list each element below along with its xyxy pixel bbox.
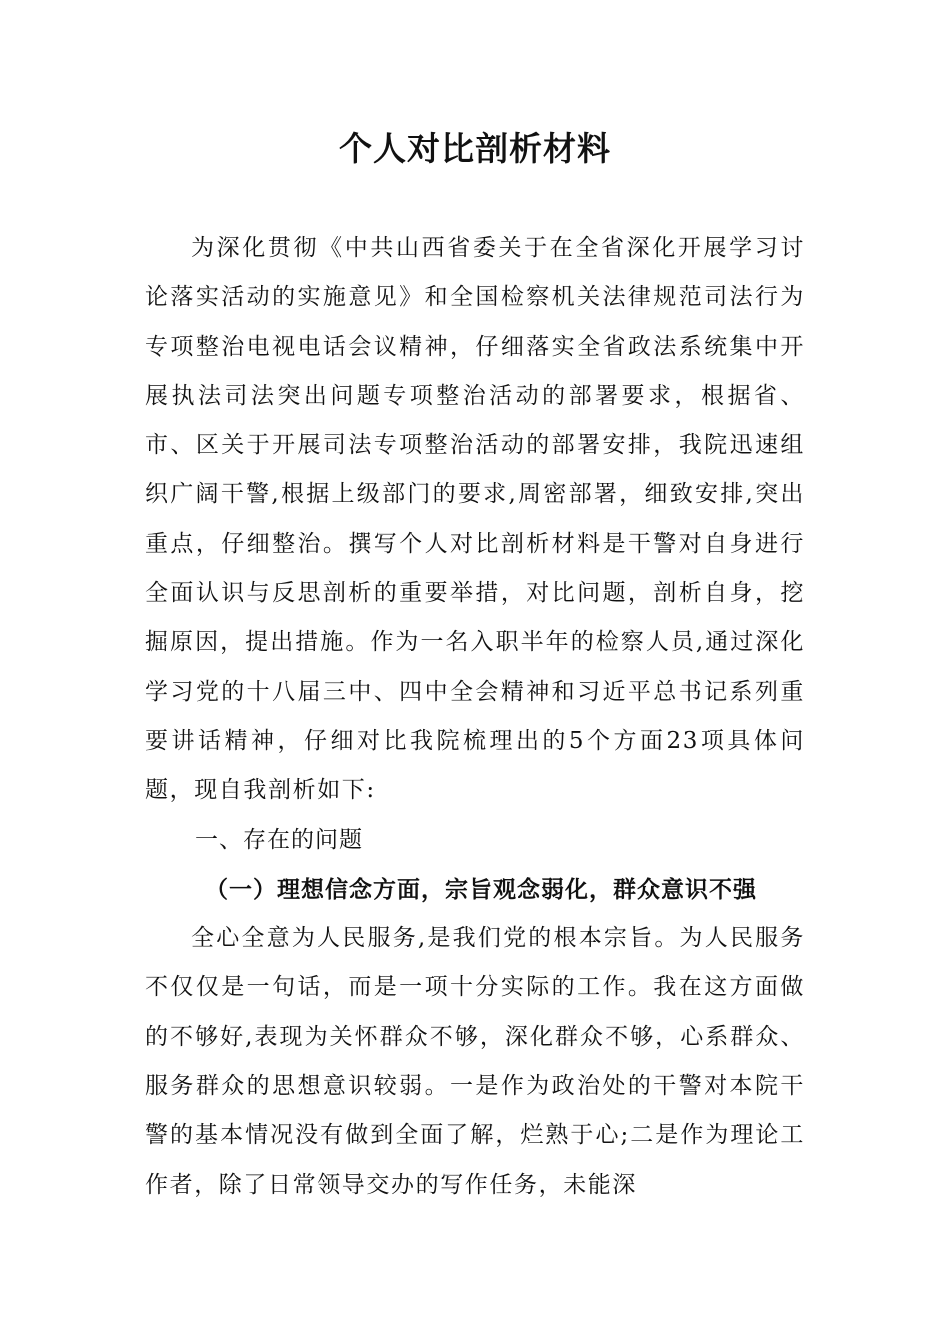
intro-paragraph: 为深化贯彻《中共山西省委关于在全省深化开展学习讨论落实活动的实施意见》和全国检察机关法律规范司法行为专项整治电视电话会议精神，仔细落实全省政法系统集中开展执法司法突出问题专项整治活动的部署要求，根据省、市、区关于开展司法专项整治活动的部署安排，我院迅速组织广阔干警,根据上级部门的要求,周密部署，细致安排,突出重点，仔细整治。撰写个人对比剖析材料是干警对自身进行全面认识与反思剖析的重要举措，对比问题，剖析自身，挖掘原因，提出措施。作为一名入职半年的检察人员,通过深化学习党的十八届三中、四中全会精神和习近平总书记系列重要讲话精神，仔细对比我院梳理出的5个方面23项具体问题，现自我剖析如下: [145, 235, 805, 804]
document-title: 个人对比剖析材料 [339, 129, 611, 168]
subsection-heading: （一）理想信念方面，宗旨观念弱化，群众意识不强 [205, 875, 757, 903]
document-body [145, 224, 805, 1210]
subsection-paragraph: 全心全意为人民服务,是我们党的根本宗旨。为人民服务不仅仅是一句话，而是一项十分实际的工作。我在这方面做的不够好,表现为关怀群众不够，深化群众不够，心系群众、服务群众的思想意识较弱。一是作为政治处的干警对本院干警的基本情况没有做到全面了解，烂熟于心;二是作为理论工作者，除了日常领导交办的写作任务，未能深 [145, 925, 805, 1198]
section-heading: 一、存在的问题 [195, 826, 363, 853]
